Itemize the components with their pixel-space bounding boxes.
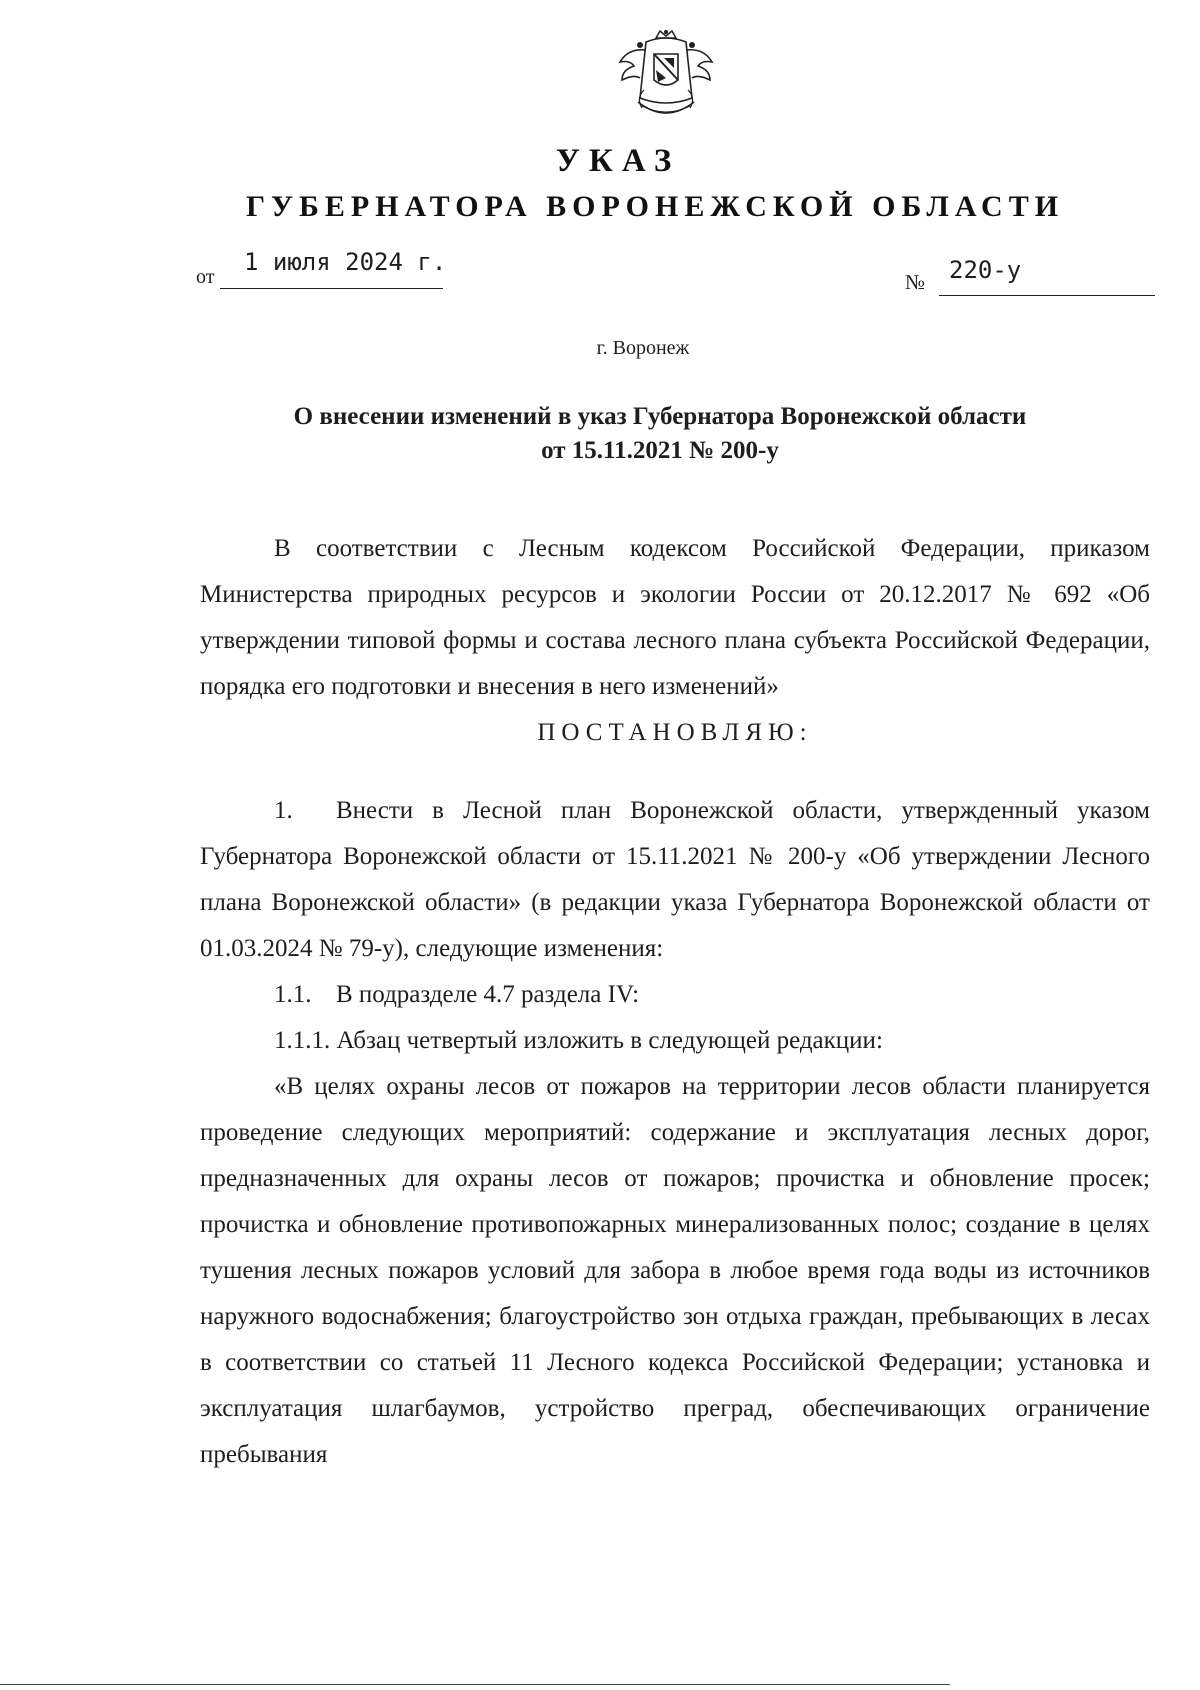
- number-prefix: №: [905, 270, 926, 294]
- coat-of-arms-icon: [612, 28, 720, 126]
- item-1-1-1-paragraph: 1.1.1. Абзац четвертый изложить в следующей редакции:: [274, 1027, 883, 1054]
- number-underline: [939, 295, 1155, 296]
- item-1-number: 1.: [274, 797, 293, 824]
- document-subtitle: ГУБЕРНАТОРА ВОРОНЕЖСКОЙ ОБЛАСТИ: [245, 190, 1065, 223]
- document-number: 220-у: [949, 256, 1022, 284]
- preamble-paragraph: В соответствии с Лесным кодексом Российской Федерации, приказом Министерства природных ресурсов и экологии России от 20.12.2017 № 692 «Об утверждении типовой формы и состава лесного плана субъекта Российской Федерации, порядка его подготовки и внесения в него изменений»: [200, 535, 1150, 700]
- resolve-heading: ПОСТАНОВЛЯЮ:: [537, 719, 813, 746]
- quoted-paragraph: «В целях охраны лесов от пожаров на территории лесов области планируется проведение следующих мероприятий: содержание и эксплуатация лесных дорог, предназначенных для охраны лесов от пожаров; прочистка и обновление просек; прочистка и обновление противопожарных минерализованных полос; создание в целях тушения лесных пожаров условий для забора в любое время года воды из источников наружного водоснабжения; благоустройство зон отдыха граждан, пребывающих в лесах в соответствии со статьей 11 Лесного кодекса Российской Федерации; установка и эксплуатация шлагбаумов, устройство преград, обеспечивающих ограничение пребывания: [200, 1073, 1150, 1468]
- item-1-text: Внести в Лесной план Воронежской области, утвержденный указом Губернатора Воронежской области от 15.11.2021 № 200-у «Об утверждении Лесного плана Воронежской области» (в редакции указа Губернатора Воронежской области от 01.03.2024 № 79-у), следующие изменения:: [200, 797, 1150, 962]
- document-subject: [200, 400, 1120, 468]
- item-1-1-text: В подразделе 4.7 раздела IV:: [336, 981, 640, 1008]
- date-prefix: от: [196, 266, 215, 288]
- page-bottom-rule: [0, 1684, 950, 1685]
- subject-line-2: от 15.11.2021 № 200-у: [541, 437, 779, 464]
- document-title: УКАЗ: [555, 143, 681, 179]
- city-label: г. Воронеж: [596, 337, 690, 359]
- item-1-1-paragraph: [200, 972, 1150, 1018]
- subject-line-1: О внесении изменений в указ Губернатора Воронежской области: [293, 403, 1027, 430]
- item-1-1-number: 1.1.: [274, 981, 312, 1008]
- item-1-paragraph: [200, 788, 1150, 972]
- date-underline: [220, 288, 443, 289]
- document-date: 1 июля 2024 г.: [244, 248, 447, 276]
- document-body: [200, 526, 1150, 1478]
